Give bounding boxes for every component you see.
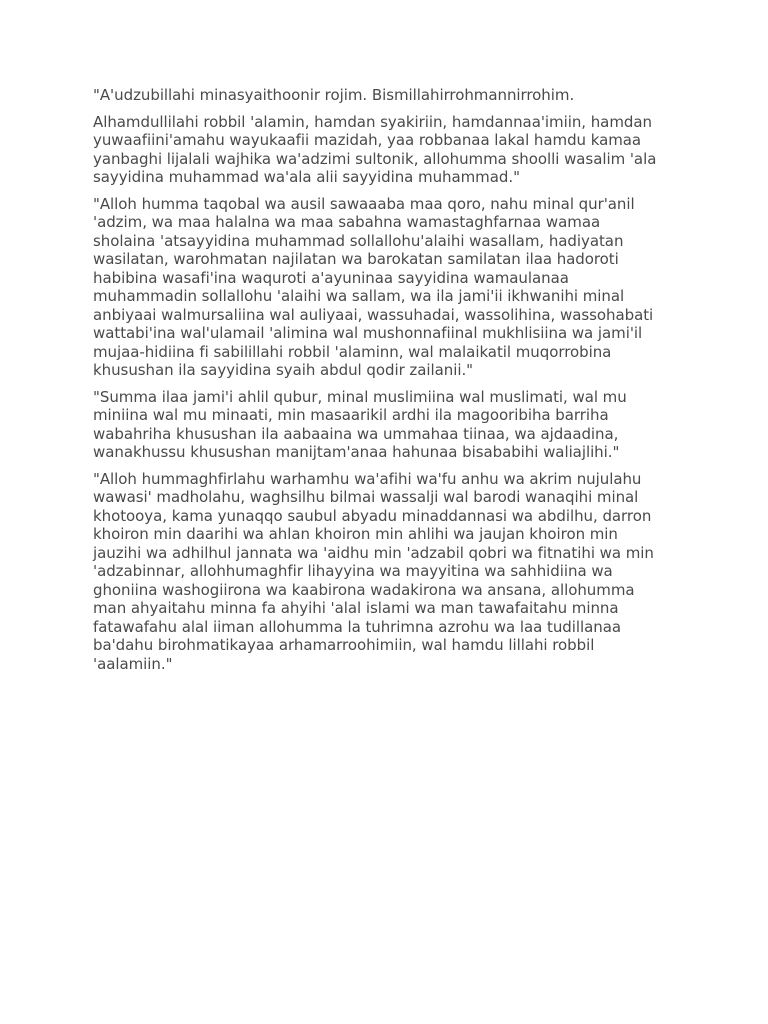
text-line: khusushan ila sayyidina syaih abdul qodir zailanii."	[93, 361, 474, 379]
text-line: wasilatan, warohmatan najilatan wa barokatan samilatan ilaa hadoroti	[93, 250, 619, 268]
text-line: miniina wal mu minaati, min masaarikil ardhi ila magooribiha barriha	[93, 406, 609, 424]
text-line: wanakhussu khusushan manijtam'anaa hahunaa bisababihi waliajlihi."	[93, 443, 620, 461]
text-line: 'adzim, wa maa halalna wa maa sabahna wamastaghfarnaa wamaa	[93, 213, 601, 231]
document-page	[93, 86, 683, 681]
text-line: "Alloh hummaghfirlahu warhamhu wa'afihi wa'fu anhu wa akrim nujulahu	[93, 469, 642, 488]
text-line: muhammadin sollallohu 'alaihi wa sallam, wa ila jami'ii ikhwanihi minal	[93, 287, 625, 305]
text-line: yuwaafiini'amahu wayukaafii mazidah, yaa robbanaa lakal hamdu kamaa	[93, 131, 642, 149]
text-line: jauzihi wa adhilhul jannata wa 'aidhu min 'adzabil qobri wa fitnatihi wa min	[93, 543, 654, 562]
text-line: mujaa-hidiina fi sabilillahi robbil 'alaminn, wal malaikatil muqorrobina	[93, 342, 612, 361]
text-line: wattabi'ina wal'ulamail 'alimina wal mushonnafiinal mukhlisiina wa jami'il	[93, 324, 643, 342]
text-line: wawasi' madholahu, waghsilhu bilmai wassalji wal barodi wanaqihi minal	[93, 488, 639, 506]
text-line: fatawafahu alal iiman allohumma la tuhrimna azrohu wa laa tudillanaa	[93, 617, 622, 636]
paragraph-ahlil-qubur	[93, 388, 683, 462]
text-line: khotooya, kama yunaqqo saubul abyadu minaddannasi wa abdilhu, darron	[93, 506, 652, 525]
text-line: wabahriha khusushan ila aabaaina wa ummahaa tiinaa, wa ajdaadina,	[93, 424, 619, 443]
paragraph-dedication	[93, 195, 683, 380]
paragraph-taawudz	[93, 86, 683, 105]
text-line: ghoniina washogiirona wa kaabirona wadakirona wa ansana, allohumma	[93, 580, 635, 599]
text-line: "A'udzubillahi minasyaithoonir rojim. Bismillahirrohmannirrohim.	[93, 86, 575, 104]
text-line: "Alloh humma taqobal wa ausil sawaaaba maa qoro, nahu minal qur'anil	[93, 194, 635, 213]
paragraph-supplication	[93, 470, 683, 674]
text-line: sholaina 'atsayyidina muhammad sollallohu'alaihi wasallam, hadiyatan	[93, 231, 624, 250]
text-line: 'adzabinnar, allohhumaghfir lihayyina wa mayyitina wa sahhidiina wa	[93, 562, 613, 580]
text-line: ba'dahu birohmatikayaa arhamarroohimiin, wal hamdu lillahi robbil	[93, 636, 595, 654]
text-line: habibina wasafi'ina waquroti a'ayuninaa sayyidina wamaulanaa	[93, 268, 569, 287]
text-line: "Summa ilaa jami'i ahlil qubur, minal muslimiina wal muslimati, wal mu	[93, 387, 627, 406]
text-line: Alhamdullilahi robbil 'alamin, hamdan syakiriin, hamdannaa'imiin, hamdan	[93, 112, 652, 131]
text-line: anbiyaai walmursaliina wal auliyaai, wassuhadai, wassolihina, wassohabati	[93, 305, 654, 324]
paragraph-hamdalah	[93, 113, 683, 187]
text-line: khoiron min daarihi wa ahlan khoiron min ahlihi wa jaujan khoiron min	[93, 525, 618, 543]
text-line: sayyidina muhammad wa'ala alii sayyidina muhammad."	[93, 168, 520, 186]
text-line: yanbaghi lijalali wajhika wa'adzimi sultonik, allohumma shoolli wasalim 'ala	[93, 149, 657, 168]
text-line: man ahyaitahu minna fa ahyihi 'alal islami wa man tawafaitahu minna	[93, 599, 619, 617]
text-line: 'aalamiin."	[93, 654, 173, 673]
